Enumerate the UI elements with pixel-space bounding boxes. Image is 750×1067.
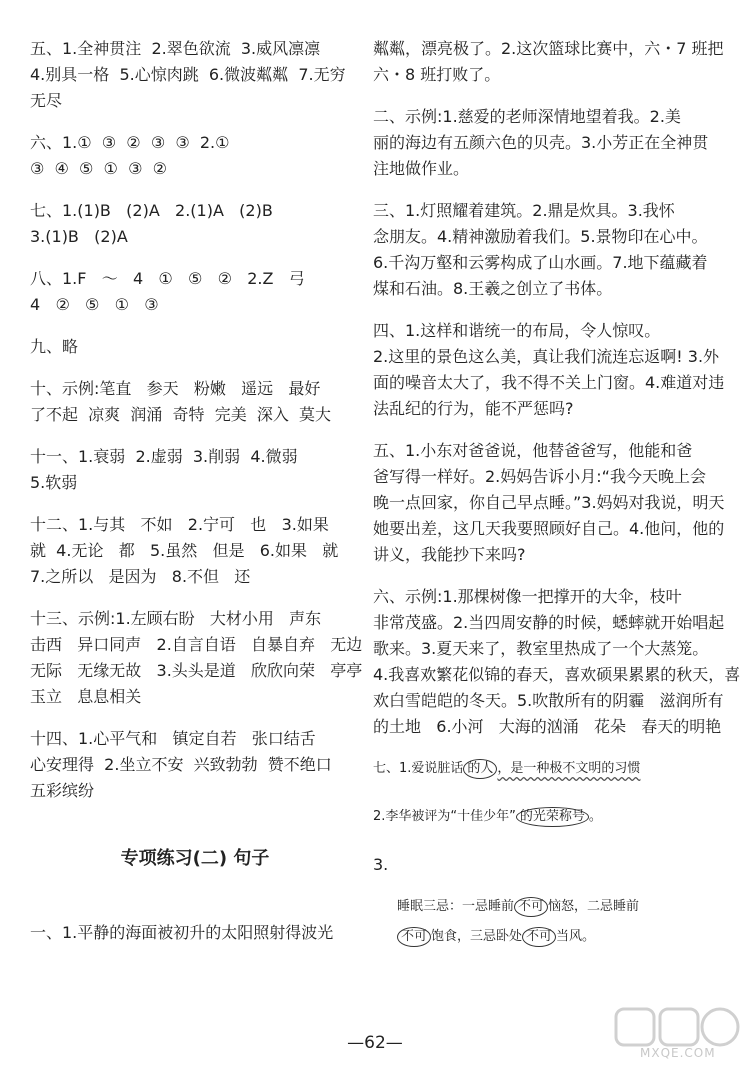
text-segment: 七、1.爱说脏话 (373, 761, 464, 776)
answer-section-5 (30, 36, 360, 114)
text-line: 注地做作业。 (373, 159, 470, 178)
answer-section-7 (30, 198, 360, 250)
answer-section-7-right (373, 756, 718, 952)
text-line: 丽的海边有五颜六色的贝壳。3.小芳正在全神贯 (373, 133, 709, 152)
text-line: 无尽 (30, 91, 63, 110)
text-line: 十一、1.衰弱 2.虚弱 3.削弱 4.微弱 (30, 447, 298, 466)
text-segment: 2.李华被评为“十佳少年” (373, 809, 516, 824)
answer-section-1-start (30, 920, 360, 946)
text-line: 欢白雪皑皑的冬天。5.吹散所有的阴霾 滋润所有 (373, 691, 724, 710)
circled-phrase: 不可 (397, 927, 431, 947)
text-line: 她要出差，这几天我要照顾好自己。4.他问，他的 (373, 519, 725, 538)
text-line: 击西 异口同声 2.自言自语 自暴自弃 无边 (30, 635, 363, 654)
text-line: 十、示例:笔直 参天 粉嫩 遥远 最好 (30, 379, 321, 398)
text-line: 七、1.(1)B (2)A 2.(1)A (2)B (30, 201, 273, 220)
answer-section-4 (373, 318, 725, 422)
text-line: 讲义，我能抄下来吗? (373, 545, 526, 564)
text-line: 十二、1.与其 不如 2.宁可 也 3.如果 (30, 515, 329, 534)
text-line: 4 ② ⑤ ① ③ (30, 295, 159, 314)
right-column (373, 36, 741, 952)
text-line: 3.(1)B (2)A (30, 227, 128, 246)
answer-section-9 (30, 334, 360, 360)
circled-phrase: 的人 (463, 759, 497, 779)
text-segment: 。 (588, 809, 602, 824)
text-line: 五、1.全神贯注 2.翠色欲流 3.威风凛凛 (30, 39, 321, 58)
answer-section-10 (30, 376, 360, 428)
text-line: 的土地 6.小河 大海的汹涌 花朵 春天的明艳 (373, 717, 722, 736)
answer-section-5-right (373, 438, 725, 568)
text-line: 九、略 (30, 337, 79, 356)
text-line: 4.别具一格 5.心惊肉跳 6.微波粼粼 7.无穷 (30, 65, 346, 84)
text-segment: 睡眠三忌：一忌睡前 (397, 899, 515, 914)
text-line: 四、1.这样和谐统一的布局，令人惊叹。 (373, 321, 661, 340)
text-line: 7.之所以 是因为 8.不但 还 (30, 567, 251, 586)
underlined-phrase: ，是一种极不文明的习惯 (497, 761, 641, 776)
text-line: 十三、示例:1.左顾右盼 大材小用 声东 (30, 609, 322, 628)
answer-section-11 (30, 444, 360, 496)
text-line: 三、1.灯照耀着建筑。2.鼎是炊具。3.我怀 (373, 201, 675, 220)
text-line: 煤和石油。8.王羲之创立了书体。 (373, 279, 613, 298)
text-line: 法乱纪的行为，能不严惩吗? (373, 399, 574, 418)
text-line: ③ ④ ⑤ ① ③ ② (30, 159, 167, 178)
watermark-text: MXQE.COM (640, 1046, 716, 1060)
circled-phrase: 不可 (522, 927, 556, 947)
text-line: 就 4.无论 都 5.虽然 但是 6.如果 就 (30, 541, 339, 560)
text-line: 念朋友。4.精神激励着我们。5.景物印在心中。 (373, 227, 708, 246)
text-line: 了不起 凉爽 润涌 奇特 完美 深入 莫大 (30, 405, 332, 424)
left-column (30, 36, 363, 962)
text-line: 5.软弱 (30, 473, 78, 492)
sleep-line-2 (397, 922, 718, 952)
answer-section-13 (30, 606, 363, 710)
sleep-taboos-block (397, 892, 718, 952)
text-line: 一、1.平静的海面被初升的太阳照射得波光 (30, 923, 334, 942)
item-label: 3. (373, 855, 389, 874)
circled-phrase: 不可 (514, 897, 548, 917)
text-segment: 恼怒，二忌睡前 (548, 899, 640, 914)
text-line: 无际 无缘无故 3.头头是道 欣欣向荣 亭亭 (30, 661, 363, 680)
answer-section-8 (30, 266, 360, 318)
text-line: 歌来。3.夏天来了，教室里热成了一个大蒸笼。 (373, 639, 709, 658)
answer-section-1-continued (373, 36, 724, 88)
sleep-line-1 (397, 892, 718, 922)
answer-section-14 (30, 726, 360, 804)
marked-sentence-2 (373, 804, 718, 830)
circled-phrase: 的光荣称号 (516, 807, 589, 827)
answer-section-6 (30, 130, 360, 182)
text-line: 六、1.① ③ ② ③ ③ 2.① (30, 133, 230, 152)
text-line: 爸写得一样好。2.妈妈告诉小月:“我今天晚上会 (373, 467, 706, 486)
text-line: 心安理得 2.坐立不安 兴致勃勃 赞不绝口 (30, 755, 332, 774)
text-line: 十四、1.心平气和 镇定自若 张口结舌 (30, 729, 316, 748)
text-line: 五彩缤纷 (30, 781, 95, 800)
answer-section-6-right (373, 584, 741, 740)
text-line: 6.千沟万壑和云雾构成了山水画。7.地下蕴藏着 (373, 253, 708, 272)
text-line: 粼粼，漂亮极了。2.这次篮球比赛中，六・7 班把 (373, 39, 724, 58)
text-line: 六・8 班打败了。 (373, 65, 501, 84)
text-segment: 当风。 (556, 929, 596, 944)
text-line: 非常茂盛。2.当四周安静的时候，蟋蟀就开始唱起 (373, 613, 725, 632)
text-line: 晚一点回家，你自己早点睡。”3.妈妈对我说，明天 (373, 493, 725, 512)
text-line: 八、1.F ～ 4 ① ⑤ ② 2.Z 弓 (30, 269, 305, 288)
text-line: 玉立 息息相关 (30, 687, 142, 706)
text-line: 六、示例:1.那棵树像一把撑开的大伞，枝叶 (373, 587, 682, 606)
text-line: 二、示例:1.慈爱的老师深情地望着我。2.美 (373, 107, 681, 126)
answer-section-3 (373, 198, 718, 302)
text-line: 面的噪音太大了，我不得不关上门窗。4.难道对违 (373, 373, 725, 392)
answer-section-2 (373, 104, 718, 182)
text-line: 2.这里的景色这么美，真让我们流连忘返啊! 3.外 (373, 347, 720, 366)
text-line: 4.我喜欢繁花似锦的春天，喜欢硕果累累的秋天，喜 (373, 665, 741, 684)
text-segment: 饱食，三忌卧处 (431, 929, 523, 944)
page-number: —62— (347, 1033, 403, 1053)
section-title: 专项练习(二) 句子 (120, 848, 270, 869)
marked-sentence-1 (373, 756, 718, 782)
answer-section-12 (30, 512, 360, 590)
text-line: 五、1.小东对爸爸说，他替爸爸写，他能和爸 (373, 441, 693, 460)
